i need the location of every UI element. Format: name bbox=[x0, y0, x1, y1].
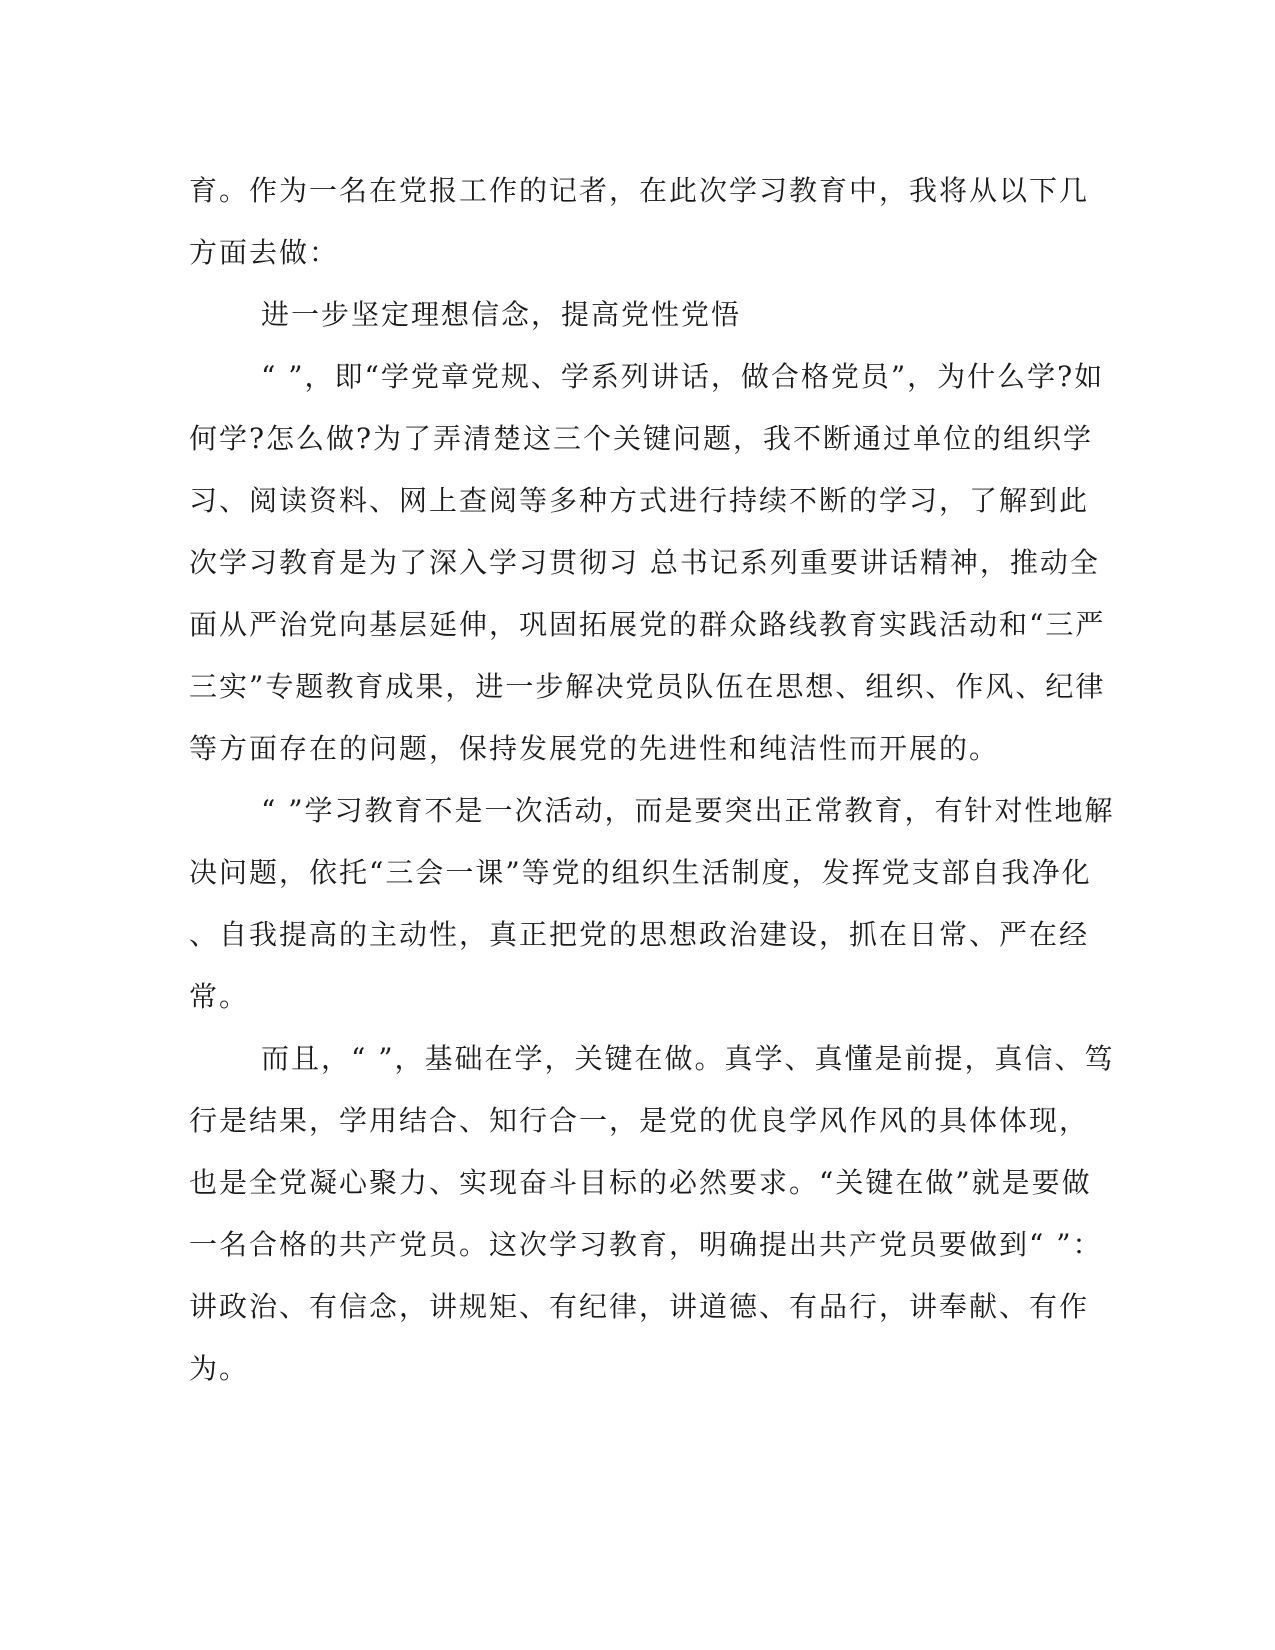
text-line: “ ”学习教育不是一次活动，而是要突出正常教育，有针对性地解 bbox=[261, 794, 1115, 827]
paragraph bbox=[189, 160, 1089, 284]
text-line: 而且，“ ”，基础在学，关键在做。真学、真懂是前提，真信、笃 bbox=[261, 1042, 1115, 1075]
text-line: 决问题，依托“三会一课”等党的组织生活制度，发挥党支部自我净化 bbox=[189, 856, 1092, 889]
text-line: 常。 bbox=[189, 980, 250, 1013]
text-line: 、自我提高的主动性，真正把党的思想政治建设，抓在日常、严在经 bbox=[189, 918, 1090, 951]
section-heading bbox=[189, 284, 1089, 346]
document-body bbox=[189, 160, 1115, 1400]
text-line: 一名合格的共产党员。这次学习教育，明确提出共产党员要做到“ ”： bbox=[189, 1228, 1103, 1261]
text-line: 习、阅读资料、网上查阅等多种方式进行持续不断的学习，了解到此 bbox=[189, 484, 1090, 517]
paragraph bbox=[189, 780, 1115, 1028]
text-line: 次学习教育是为了深入学习贯彻习 总书记系列重要讲话精神，推动全 bbox=[189, 546, 1100, 579]
text-line: 为。 bbox=[189, 1352, 250, 1385]
text-line: 也是全党凝心聚力、实现奋斗目标的必然要求。“关键在做”就是要做 bbox=[189, 1166, 1092, 1199]
text-line: “ ”，即“学党章党规、学系列讲话，做合格党员”，为什么学?如 bbox=[261, 360, 1105, 393]
heading-line: 进一步坚定理想信念，提高党性党悟 bbox=[261, 298, 742, 331]
paragraph bbox=[189, 1028, 1115, 1400]
text-line: 面从严治党向基层延伸，巩固拓展党的群众路线教育实践活动和“三严 bbox=[189, 608, 1106, 641]
text-line: 方面去做： bbox=[189, 236, 340, 269]
text-line: 行是结果，学用结合、知行合一，是党的优良学风作风的具体体现， bbox=[189, 1104, 1090, 1137]
text-line: 何学?怎么做?为了弄清楚这三个关键问题，我不断通过单位的组织学 bbox=[189, 422, 1094, 455]
text-line: 讲政治、有信念，讲规矩、有纪律，讲道德、有品行，讲奉献、有作 bbox=[189, 1290, 1090, 1323]
text-line: 育。作为一名在党报工作的记者，在此次学习教育中，我将从以下几 bbox=[189, 174, 1090, 207]
paragraph bbox=[189, 346, 1106, 780]
text-line: 三实”专题教育成果，进一步解决党员队伍在思想、组织、作风、纪律 bbox=[189, 670, 1106, 703]
text-line: 等方面存在的问题，保持发展党的先进性和纯洁性而开展的。 bbox=[189, 732, 1000, 765]
